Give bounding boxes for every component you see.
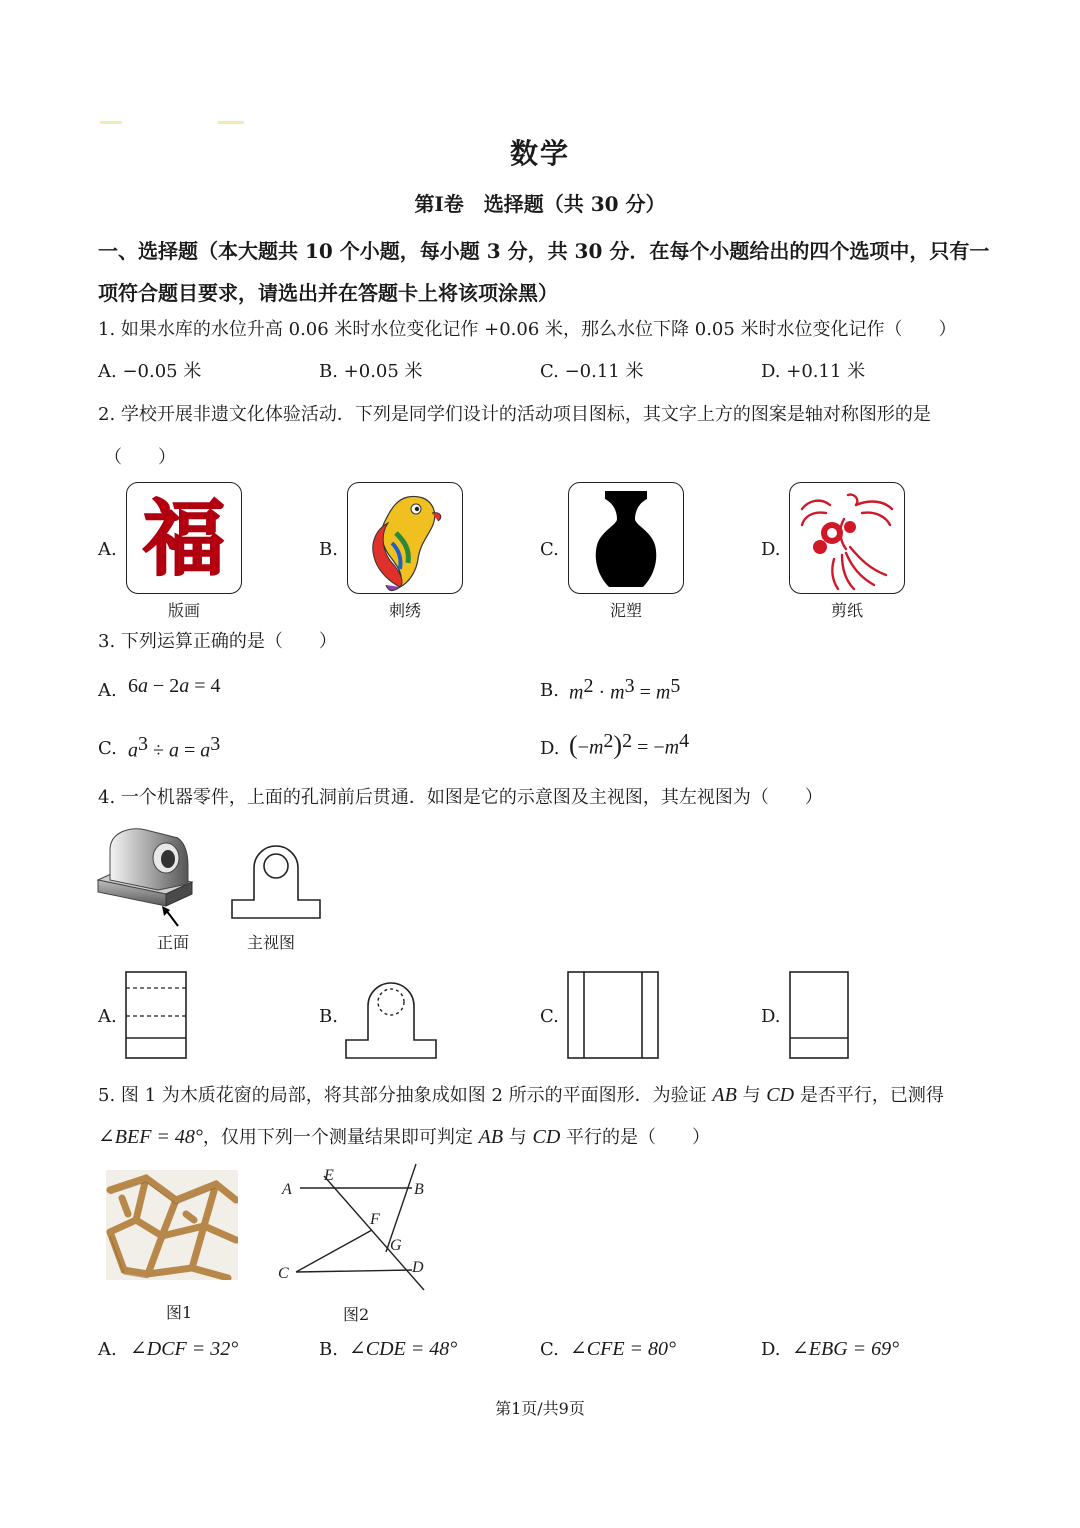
q5-option-b-text: ∠CDE = 48° <box>349 1338 458 1360</box>
point-c-label: C <box>278 1265 289 1282</box>
q2-option-d-letter: D. <box>761 539 781 560</box>
q1-option-d: D. +0.11 米 <box>761 361 866 382</box>
q5-option-a-letter: A. <box>98 1339 117 1360</box>
wooden-lattice-photo <box>106 1170 238 1280</box>
point-f-label: F <box>370 1211 380 1228</box>
q4-option-b-figure <box>344 970 440 1062</box>
q2-option-c-letter: C. <box>540 539 559 560</box>
q2-icon-c <box>568 482 684 594</box>
q1-option-b: B. +0.05 米 <box>319 361 423 382</box>
q3-option-a-formula: 6a − 2a = 4 <box>128 675 221 697</box>
q3-option-b-formula: $m^2 \cdot m^3 = m^5$ <box>569 675 681 704</box>
question-5-stem-line1: 5. 图 1 为木质花窗的局部，将其部分抽象成如图 2 所示的平面图形．为验证 AB 与 CD 是否平行，已测得 <box>98 1084 944 1106</box>
q5-option-b-letter: B. <box>319 1339 338 1360</box>
q2-icon-a <box>126 482 242 594</box>
question-2-stem: 2. 学校开展非遗文化体验活动．下列是同学们设计的活动项目图标，其文字上方的图案是轴对称图形的是 <box>98 404 931 425</box>
scan-artifact <box>100 110 270 114</box>
q4-front-view-figure <box>230 832 324 920</box>
q5-option-d-text: ∠EBG = 69° <box>792 1338 900 1360</box>
clay-vase-icon <box>569 483 683 593</box>
q4-option-a-figure <box>124 970 188 1062</box>
point-b-label: B <box>414 1181 424 1198</box>
point-g-label: G <box>390 1237 402 1254</box>
point-d-label: D <box>412 1259 424 1276</box>
q5-geometry-figure <box>276 1160 436 1292</box>
q5-label-fig1: 图1 <box>166 1303 193 1322</box>
q4-option-d-figure <box>788 970 852 1062</box>
q2-caption-d: 剪纸 <box>830 601 863 620</box>
q2-option-b-letter: B. <box>319 539 338 560</box>
q5-option-a-text: ∠DCF = 32° <box>130 1338 239 1360</box>
q5-label-fig2: 图2 <box>343 1305 370 1324</box>
point-a-label: A <box>282 1181 292 1198</box>
q4-option-d-letter: D. <box>761 1006 781 1027</box>
q5-option-d-letter: D. <box>761 1339 781 1360</box>
q4-label-front: 正面 <box>157 933 190 952</box>
question-5-stem-line2: ∠BEF = 48°，仅用下列一个测量结果即可判定 AB 与 CD 平行的是（ ） <box>98 1126 711 1148</box>
question-2-paren: （ ） <box>104 447 176 468</box>
q2-caption-a: 版画 <box>167 601 200 620</box>
question-1-stem: 1. 如果水库的水位升高 0.06 米时水位变化记作 +0.06 米，那么水位下降 0.05 米时水位变化记作（ ） <box>98 319 957 340</box>
page-footer: 第1页/共9页 <box>495 1399 585 1418</box>
q4-option-c-letter: C. <box>540 1006 559 1027</box>
fu-character-icon: 福 <box>142 492 226 587</box>
part-heading: 第Ⅰ卷 选择题（共 30 分） <box>414 192 666 216</box>
q3-option-c-letter: C. <box>98 738 117 759</box>
embroidered-fish-icon <box>348 483 462 593</box>
q4-option-a-letter: A. <box>98 1006 117 1027</box>
q4-option-b-letter: B. <box>319 1006 338 1027</box>
q2-option-a-letter: A. <box>98 539 117 560</box>
q2-caption-c: 泥塑 <box>609 601 642 620</box>
q4-option-c-figure <box>566 970 660 1062</box>
point-e-label: E <box>324 1167 334 1184</box>
q3-option-d-letter: D. <box>540 738 560 759</box>
q1-option-a: A. −0.05 米 <box>98 361 202 382</box>
q2-icon-d <box>789 482 905 594</box>
q2-caption-b: 刺绣 <box>388 601 421 620</box>
q4-label-main-view: 主视图 <box>247 933 296 952</box>
q5-option-c-text: ∠CFE = 80° <box>570 1338 677 1360</box>
q3-option-c-formula: $a^3 \div a = a^3$ <box>128 733 221 762</box>
q3-option-b-letter: B. <box>540 680 559 701</box>
q1-option-c: C. −0.11 米 <box>540 361 644 382</box>
q3-option-a-letter: A. <box>98 680 117 701</box>
q2-icon-b <box>347 482 463 594</box>
q3-option-d-formula: $(-m^2)^2 = -m^4$ <box>569 730 690 760</box>
question-4-stem: 4. 一个机器零件，上面的孔洞前后贯通．如图是它的示意图及主视图，其左视图为（ ） <box>98 787 823 808</box>
papercut-phoenix-icon <box>790 483 904 593</box>
question-3-stem: 3. 下列运算正确的是（ ） <box>98 631 337 652</box>
q5-option-c-letter: C. <box>540 1339 559 1360</box>
machine-part-3d-figure <box>96 822 206 932</box>
section-instructions: 一、选择题（本大题共 10 个小题，每小题 3 分，共 30 分．在每个小题给出的四个选项中，只有一项符合题目要求，请选出并在答题卡上将该项涂黑） <box>98 239 990 305</box>
page-title: 数学 <box>509 137 570 170</box>
